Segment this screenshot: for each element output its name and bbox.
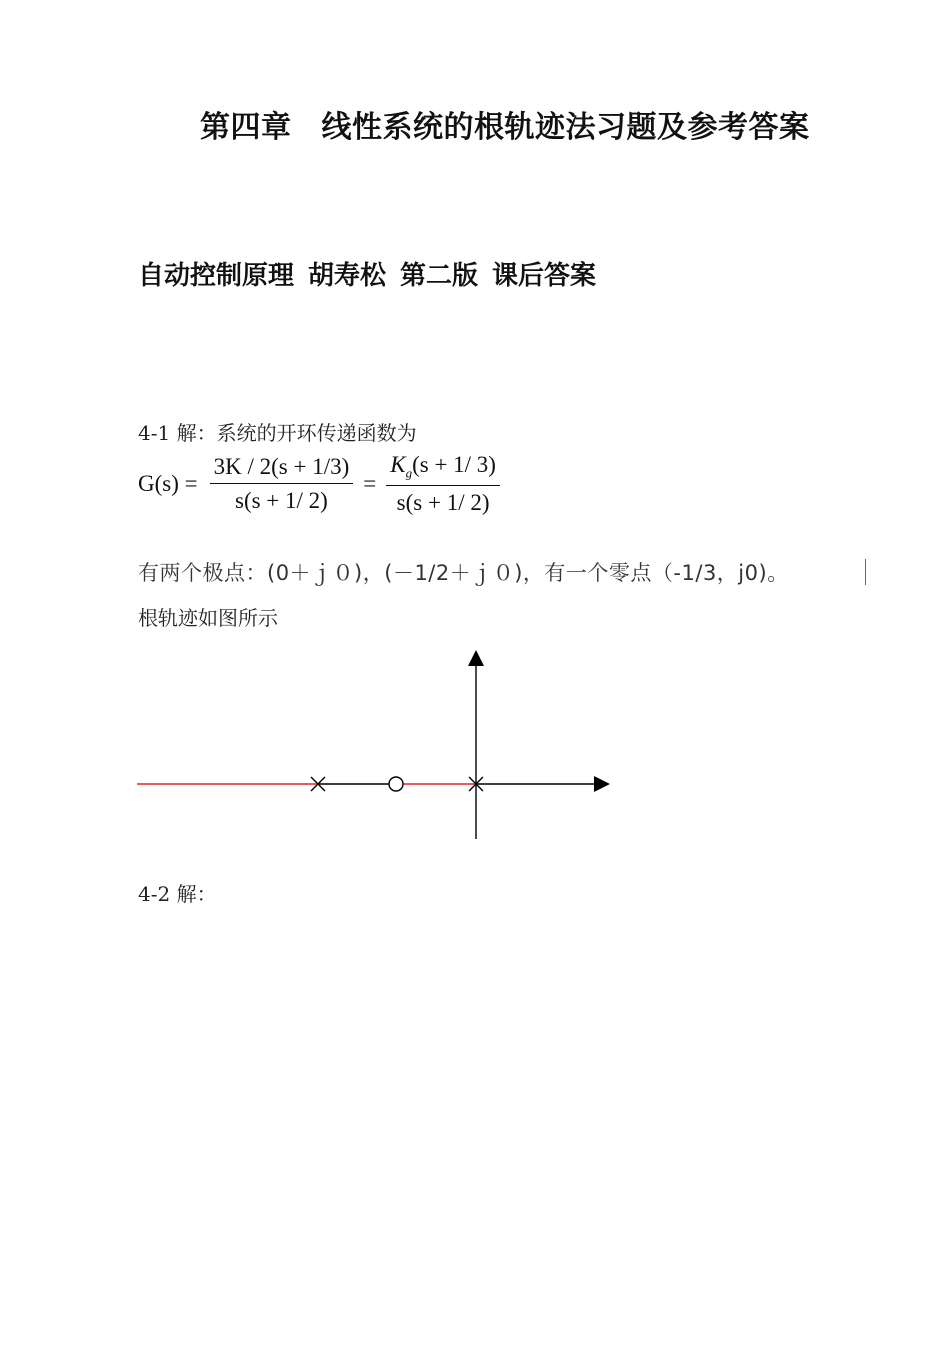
gain-subscript: g: [405, 465, 413, 481]
fraction-2-numerator-rest: (s + 1/ 3): [412, 452, 496, 477]
real-axis-arrow-icon: [594, 776, 610, 792]
equation-lhs: G(s) =: [138, 470, 198, 496]
subtitle-author: 胡寿松: [308, 261, 387, 291]
subtitle-course: 自动控制原理: [138, 261, 295, 291]
root-locus-caption: 根轨迹如图所示: [138, 606, 278, 630]
problem-1-heading: 4-1 解：系统的开环传递函数为: [138, 421, 417, 445]
image-edge-divider: [865, 559, 866, 585]
fraction-1: [210, 454, 354, 514]
problem-2-heading: 4-2 解：: [138, 882, 217, 906]
fraction-2-denominator: s(s + 1/ 2): [396, 489, 490, 515]
subtitle: [138, 255, 596, 292]
chapter-title-text: 线性系统的根轨迹法习题及参考答案: [321, 110, 810, 145]
gain-symbol: K: [390, 452, 406, 477]
fraction-2-numerator: [386, 452, 500, 485]
fraction-1-denominator: s(s + 1/ 2): [235, 487, 328, 513]
imaginary-axis-arrow-icon: [468, 650, 484, 666]
poles-zeros-statement: [138, 557, 866, 587]
equation-equals: =: [363, 470, 377, 496]
root-locus-diagram: [130, 640, 620, 850]
chapter-title: [200, 102, 810, 146]
fraction-2: [386, 452, 500, 516]
poles-zeros-text: 有两个极点：(0＋ｊ０)，(－1/2＋ｊ０)，有一个零点（-1/3，j0)。: [138, 561, 789, 585]
subtitle-edition: 第二版: [400, 261, 479, 291]
zero-marker-third: [389, 777, 403, 791]
subtitle-answers: 课后答案: [492, 261, 597, 291]
chapter-number: 第四章: [200, 110, 292, 145]
fraction-1-numerator: 3K / 2(s + 1/3): [213, 453, 350, 479]
transfer-function-equation: [138, 452, 506, 516]
